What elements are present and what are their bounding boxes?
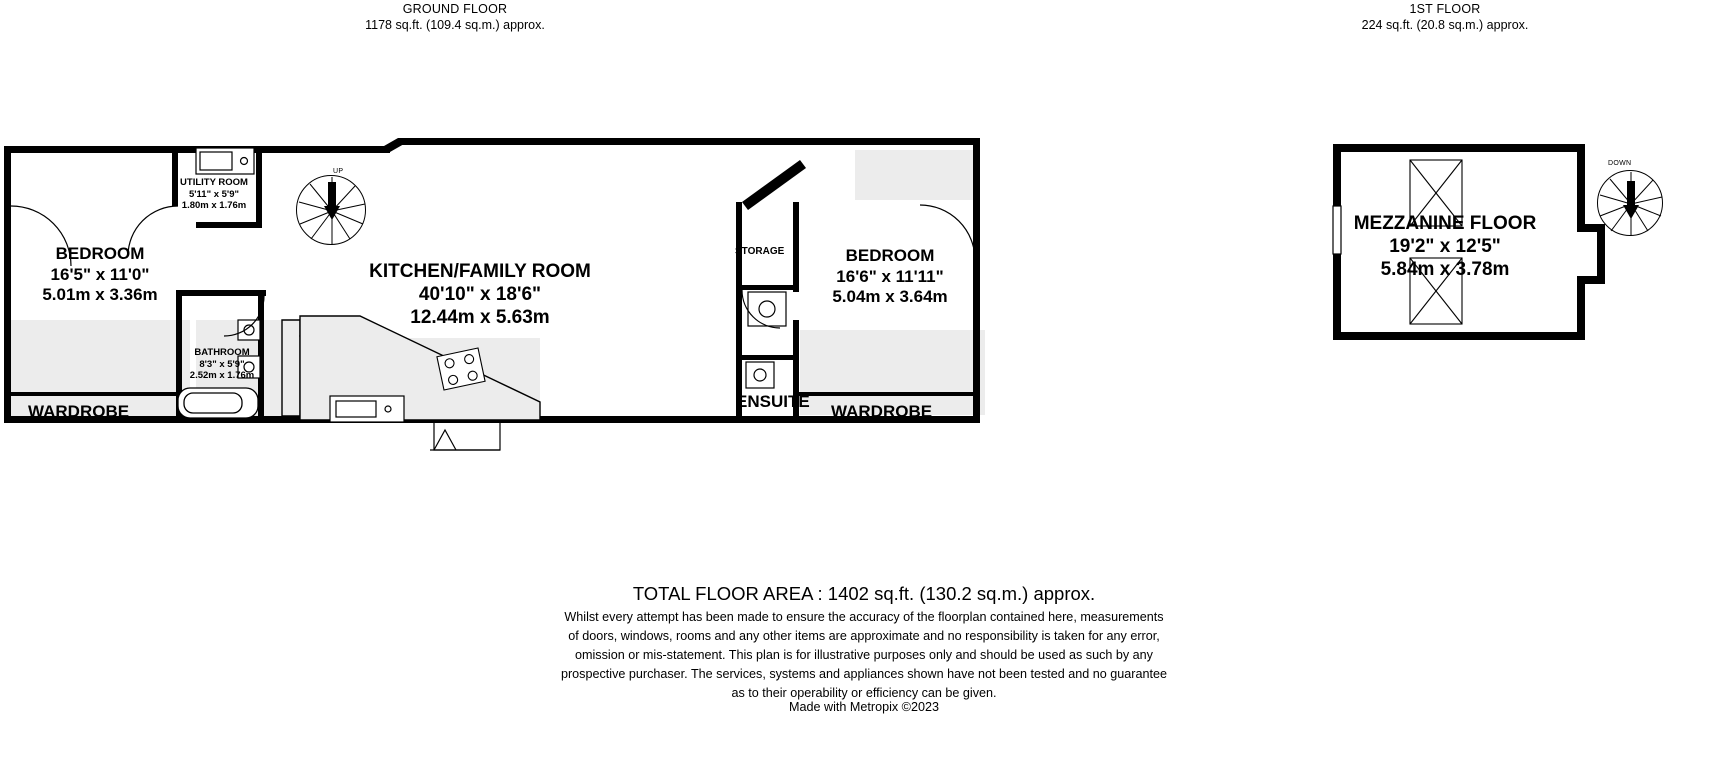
first-floor-stairs bbox=[1597, 170, 1663, 236]
bedroom-right-dim-imperial: 16'6" x 11'11" bbox=[836, 266, 944, 286]
bathroom-dim-imperial: 8'3" x 5'9" bbox=[199, 358, 245, 370]
disclaimer-line-3: omission or mis-statement. This plan is for illustrative purposes only and should be used as such by any bbox=[575, 647, 1153, 662]
stairs-down-label: DOWN bbox=[1608, 160, 1632, 167]
disclaimer-line-2: of doors, windows, rooms and any other items are approximate and no responsibility is taken for any error, bbox=[568, 628, 1160, 643]
bedroom-right-label bbox=[795, 246, 985, 308]
total-floor-area: TOTAL FLOOR AREA : 1402 sq.ft. (130.2 sq.m.) approx. bbox=[632, 583, 1096, 604]
mezzanine-dim-imperial: 19'2" x 12'5" bbox=[1389, 236, 1501, 258]
mezzanine-name: MEZZANINE FLOOR bbox=[1353, 213, 1537, 234]
first-floor-area: 224 sq.ft. (20.8 sq.m.) approx. bbox=[1361, 17, 1529, 32]
wardrobe-left-label: WARDROBE bbox=[28, 402, 130, 421]
utility-label bbox=[166, 177, 262, 212]
bedroom-left-dim-imperial: 16'5" x 11'0" bbox=[50, 264, 150, 284]
bedroom-left-name: BEDROOM bbox=[55, 244, 145, 263]
utility-dim-metric: 1.80m x 1.76m bbox=[181, 200, 247, 212]
storage-label: STORAGE bbox=[735, 246, 785, 257]
utility-name: UTILITY ROOM bbox=[180, 177, 248, 188]
disclaimer-line-4: prospective purchaser. The services, systems and appliances shown have not been tested and no guarantee bbox=[560, 666, 1168, 681]
ground-floor-header bbox=[305, 2, 605, 33]
wardrobe-right-label: WARDROBE bbox=[831, 402, 933, 421]
kitchen-name: KITCHEN/FAMILY ROOM bbox=[369, 261, 591, 282]
ensuite-label: ENSUITE bbox=[736, 392, 810, 411]
bathroom-name: BATHROOM bbox=[194, 347, 250, 358]
first-floor-header bbox=[1295, 2, 1595, 33]
mezzanine-dim-metric: 5.84m x 3.78m bbox=[1380, 259, 1510, 281]
disclaimer-line-1: Whilst every attempt has been made to ensure the accuracy of the floorplan contained here, measurements bbox=[564, 610, 1164, 624]
bedroom-right-name: BEDROOM bbox=[845, 246, 935, 265]
kitchen-dim-metric: 12.44m x 5.63m bbox=[410, 307, 550, 329]
bathroom-label bbox=[174, 347, 270, 382]
utility-dim-imperial: 5'11" x 5'9" bbox=[189, 188, 239, 200]
ground-floor-name: GROUND FLOOR bbox=[402, 2, 508, 16]
kitchen-dim-imperial: 40'10" x 18'6" bbox=[418, 284, 542, 306]
disclaimer bbox=[0, 608, 1728, 702]
ground-floor-area: 1178 sq.ft. (109.4 sq.m.) approx. bbox=[365, 17, 545, 32]
mezzanine-label bbox=[1310, 212, 1580, 282]
disclaimer-line-5: as to their operability or efficiency can be given. bbox=[731, 685, 997, 700]
ground-stairs bbox=[296, 175, 366, 245]
bathroom-dim-metric: 2.52m x 1.76m bbox=[189, 370, 255, 382]
bedroom-left-label bbox=[10, 244, 190, 306]
kitchen-label bbox=[330, 260, 630, 330]
made-with-credit: Made with Metropix ©2023 bbox=[789, 700, 939, 714]
first-floor-name: 1ST FLOOR bbox=[1409, 2, 1481, 16]
stairs-up-label: UP bbox=[333, 168, 344, 175]
bedroom-left-dim-metric: 5.01m x 3.36m bbox=[42, 285, 158, 305]
bedroom-right-dim-metric: 5.04m x 3.64m bbox=[832, 287, 948, 307]
